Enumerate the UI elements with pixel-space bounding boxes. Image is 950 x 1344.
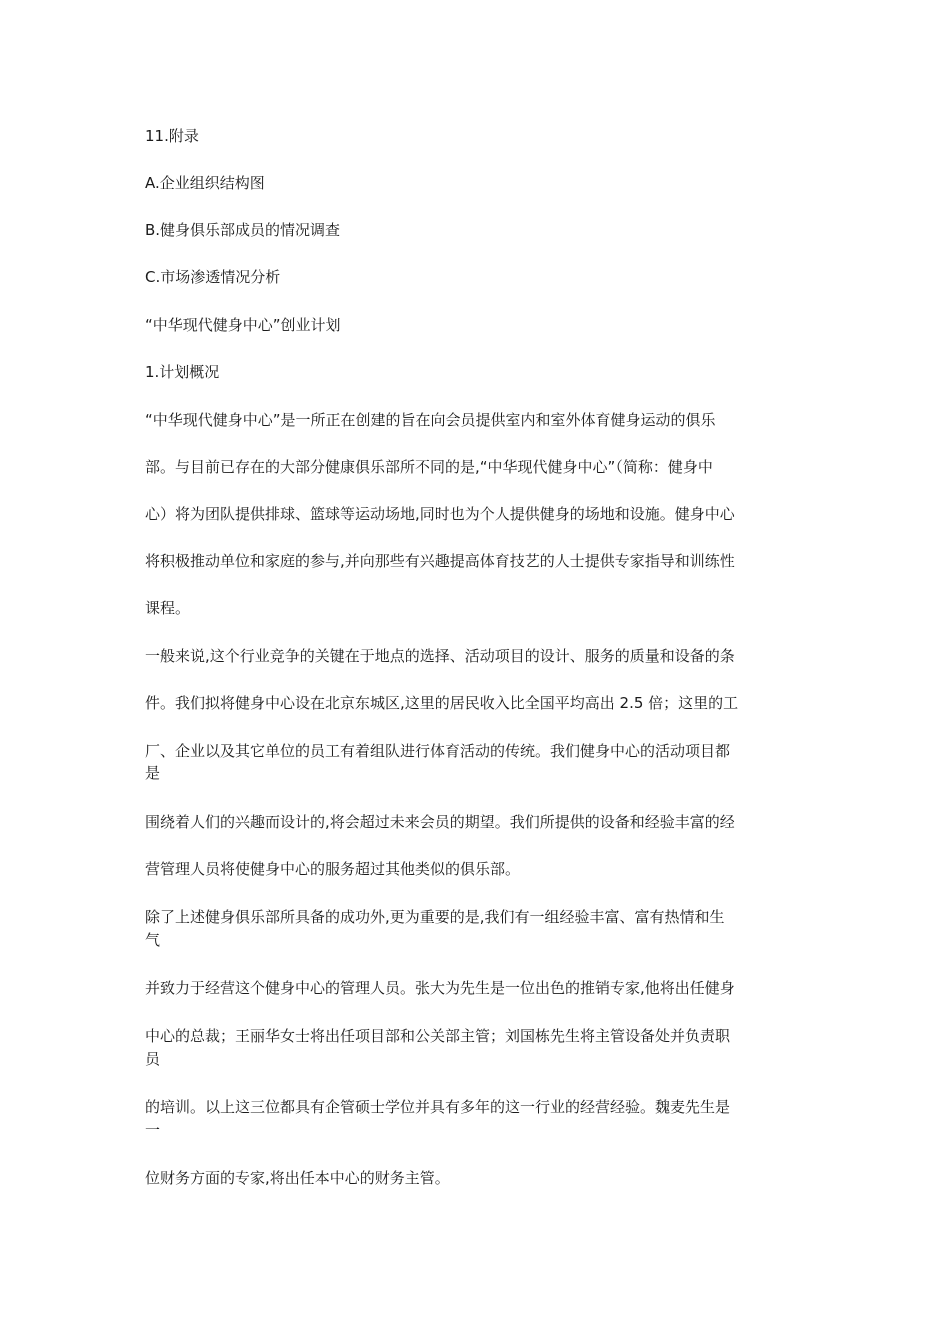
paragraph-line: 心）将为团队提供排球、篮球等运动场地,同时也为个人提供健身的场地和设施。健身中心 — [145, 505, 735, 523]
paragraph-line: 位财务方面的专家,将出任本中心的财务主管。 — [145, 1169, 450, 1187]
paragraph-line: 一 — [145, 1121, 161, 1139]
paragraph-line: 的培训。以上这三位都具有企管硕士学位并具有多年的这一行业的经营经验。魏麦先生是 — [145, 1098, 731, 1116]
appendix-item-c: C.市场渗透情况分析 — [145, 268, 281, 286]
paragraph-line: 气 — [145, 931, 161, 949]
paragraph-line: “中华现代健身中心”是一所正在创建的旨在向会员提供室内和室外体育健身运动的俱乐 — [145, 411, 716, 429]
paragraph-line: 厂、企业以及其它单位的员工有着组队进行体育活动的传统。我们健身中心的活动项目都 — [145, 742, 731, 760]
paragraph-line: 件。我们拟将健身中心设在北京东城区,这里的居民收入比全国平均高出 2.5 倍；这里的工 — [145, 694, 739, 712]
paragraph-line: 营管理人员将使健身中心的服务超过其他类似的俱乐部。 — [145, 860, 521, 878]
plan-title: “中华现代健身中心”创业计划 — [145, 316, 341, 334]
paragraph-line: 是 — [145, 764, 161, 782]
paragraph-line: 并致力于经营这个健身中心的管理人员。张大为先生是一位出色的推销专家,他将出任健身 — [145, 979, 735, 997]
paragraph-line: 中心的总裁；王丽华女士将出任项目部和公关部主管；刘国栋先生将主管设备处并负责职 — [145, 1027, 731, 1045]
paragraph-line: 部。与目前已存在的大部分健康俱乐部所不同的是,“中华现代健身中心”（简称：健身中 — [145, 458, 713, 476]
paragraph-line: 一般来说,这个行业竞争的关键在于地点的选择、活动项目的设计、服务的质量和设备的条 — [145, 647, 735, 665]
appendix-item-b: B.健身俱乐部成员的情况调查 — [145, 221, 341, 239]
paragraph-line: 将积极推动单位和家庭的参与,并向那些有兴趣提高体育技艺的人士提供专家指导和训练性 — [145, 552, 735, 570]
paragraph-line: 围绕着人们的兴趣而设计的,将会超过未来会员的期望。我们所提供的设备和经验丰富的经 — [145, 813, 735, 831]
section-heading: 1.计划概况 — [145, 363, 220, 381]
paragraph-line: 员 — [145, 1050, 161, 1068]
appendix-heading: 11.附录 — [145, 127, 199, 145]
paragraph-line: 除了上述健身俱乐部所具备的成功外,更为重要的是,我们有一组经验丰富、富有热情和生 — [145, 908, 725, 926]
appendix-item-a: A.企业组织结构图 — [145, 174, 265, 192]
paragraph-line: 课程。 — [145, 599, 191, 617]
